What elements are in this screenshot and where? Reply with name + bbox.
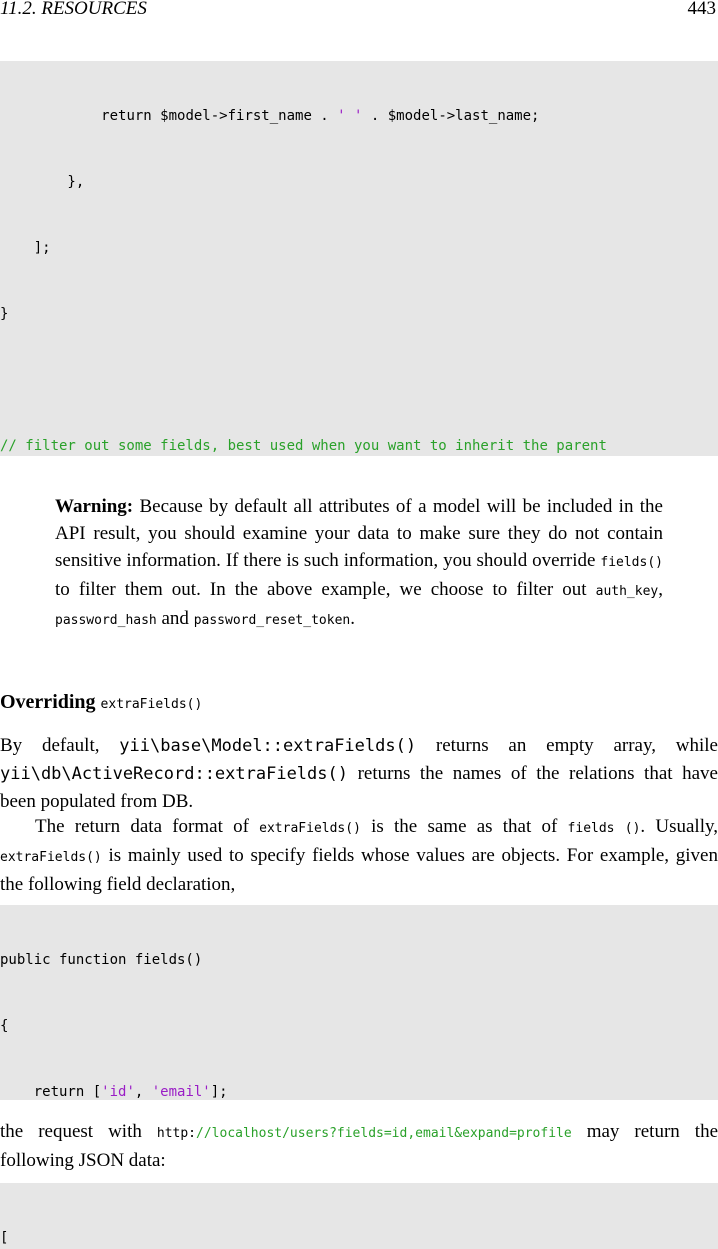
code-comment: // filter out some fields, best used when you want to inherit the parent: [0, 438, 607, 454]
inline-code: extraFields(): [0, 850, 102, 865]
code-line: {: [0, 1018, 9, 1034]
inline-code: extraFields(): [259, 821, 361, 836]
code-block-field-declaration: [0, 905, 718, 1100]
section-title: 11.2. RESOURCES: [0, 0, 147, 19]
code-line: },: [0, 174, 85, 190]
code-line: ];: [0, 240, 51, 256]
paragraph-extra-fields-default: By default, yii\base\Model::extraFields() returns an empty array, while yii\db\ActiveRecord::extraFields() returns the names of the relations that have been populated from DB.: [0, 735, 718, 812]
inline-code: (): [624, 821, 641, 836]
code-line: public function fields(): [0, 952, 203, 968]
page-number: 443: [687, 0, 716, 19]
inline-code: yii\db\ActiveRecord::extraFields(): [0, 764, 348, 784]
url-scheme: http:: [156, 1126, 197, 1141]
request-url: //localhost/users?fields=id,email&expand=profile: [196, 1126, 572, 1141]
subsection-heading: Overriding extraFields(): [0, 691, 203, 713]
inline-code: auth_key: [595, 584, 659, 599]
inline-code: yii\base\Model::extraFields(): [119, 736, 417, 756]
code-line: }: [0, 306, 9, 322]
warning-note: Warning: Because by default all attributes of a model will be included in the API result, you should examine your data to make sure they do not contain sensitive information. If there is such information, you should override fields() to filter them out. In the above example, we choose to filter out auth_key, password_hash and password_reset_token.: [55, 496, 663, 629]
inline-code: extraFields(): [100, 697, 203, 712]
warning-label: Warning:: [55, 496, 134, 517]
inline-code: password_reset_token: [193, 613, 351, 628]
inline-code: fields: [567, 821, 615, 836]
code-line: return ['id', 'email'];: [0, 1084, 228, 1100]
page-header: [0, 0, 718, 22]
inline-code: fields(): [600, 555, 663, 570]
code-line-blank: [0, 369, 718, 391]
paragraph-request-example: the request with http://localhost/users?fields=id,email&expand=profile may return the following JSON data:: [0, 1121, 718, 1171]
code-line: [: [0, 1230, 9, 1246]
code-block-fields-override: [0, 61, 718, 456]
code-block-json-response: [0, 1183, 718, 1249]
paragraph-extra-fields-format: The return data format of extraFields() is the same as that of fields (). Usually, extraFields() is mainly used to specify fields whose values are objects. For example, given the following field declaration,: [0, 816, 718, 895]
inline-code: password_hash: [55, 613, 157, 628]
code-line: return $model->first_name . ' ' . $model->last_name;: [101, 108, 540, 124]
